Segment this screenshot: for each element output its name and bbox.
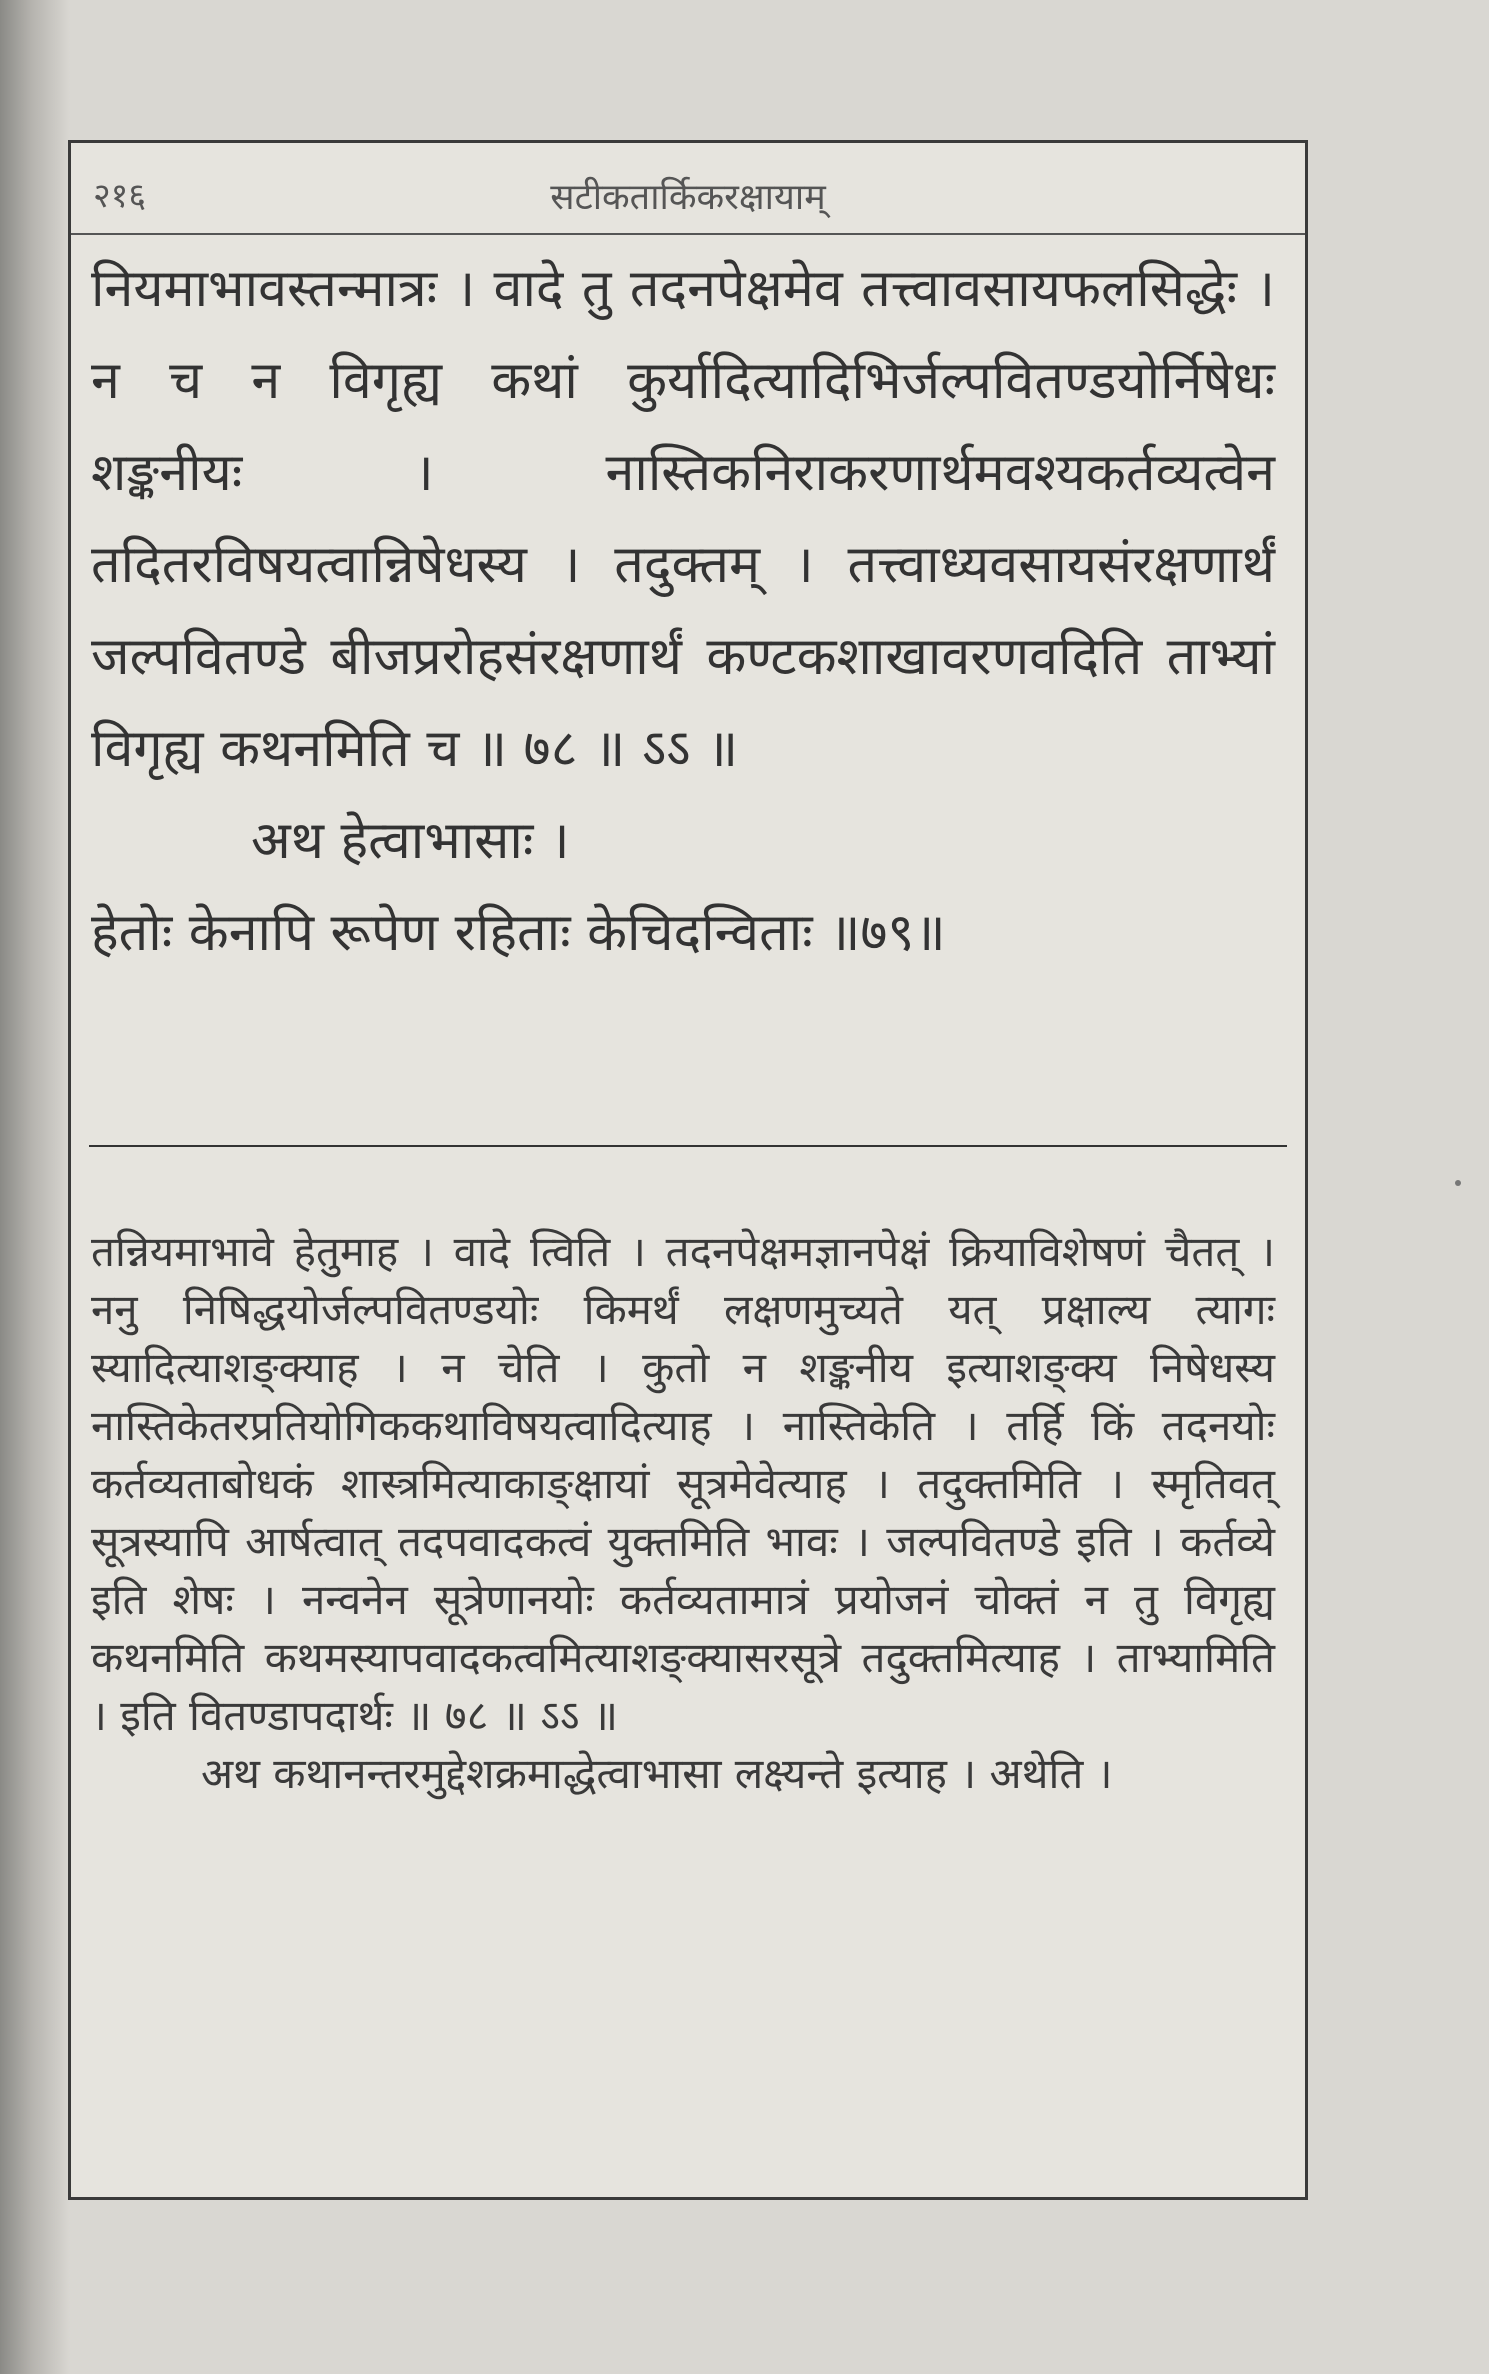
commentary xyxy=(91,1223,1275,1803)
page-number: २१६ xyxy=(93,176,147,216)
main-paragraph: नियमाभावस्तन्मात्रः । वादे तु तदनपेक्षमेव तत्त्वावसायफलसिद्धेः । न च न विगृह्य कथां कुर्यादित्यादिभिर्जल्पवितण्डयोर्निषेधः शङ्कनीयः । नास्तिकनिराकरणार्थमवश्यकर्तव्यत्वेन तदितरविषयत्वान्निषेधस्य । तदुक्तम् । तत्त्वाध्यवसायसंरक्षणार्थं जल्पवितण्डे बीजप्ररोहसंरक्षणार्थं कण्टकशाखावरणवदिति ताभ्यां विगृह्य कथनमिति च ॥ ७८ ॥ ऽऽ ॥ xyxy=(91,259,1275,779)
page-header xyxy=(71,143,1305,235)
binding-shadow xyxy=(0,0,70,2374)
main-text xyxy=(91,243,1275,979)
book-page xyxy=(68,140,1308,2200)
running-title: सटीकतार्किकरक्षायाम् xyxy=(550,177,826,218)
footnote-divider xyxy=(89,1145,1287,1147)
section-heading: अथ हेत्वाभासाः । xyxy=(251,811,570,871)
commentary-paragraph: तन्नियमाभावे हेतुमाह । वादे त्विति । तदनपेक्षमज्ञानपेक्षं क्रियाविशेषणं चैतत् । ननु निषिद्धयोर्जल्पवितण्डयोः किमर्थं लक्षणमुच्यते यत् प्रक्षाल्य त्यागः स्यादित्याशङ्क्याह । न चेति । कुतो न शङ्कनीय इत्याशङ्क्य निषेधस्य नास्तिकेतरप्रतियोगिककथाविषयत्वादित्याह । नास्तिकेति । तर्हि किं तदनयोः कर्तव्यताबोधकं शास्त्रमित्याकाङ्क्षायां सूत्रमेवेत्याह । तदुक्तमिति । स्मृतिवत् सूत्रस्यापि आर्षत्वात् तदपवादकत्वं युक्तमिति भावः । जल्पवितण्डे इति । कर्तव्ये इति शेषः । नन्वनेन सूत्रेणानयोः कर्तव्यतामात्रं प्रयोजनं चोक्तं न तु विगृह्य कथनमिति कथमस्यापवादकत्वमित्याशङ्क्यासरसूत्रे तदुक्तमित्याह । ताभ्यामिति । इति वितण्डापदार्थः ॥ ७८ ॥ ऽऽ ॥ xyxy=(91,1227,1275,1740)
verse: हेतोः केनापि रूपेण रहिताः केचिदन्विताः ॥७९॥ xyxy=(91,903,946,963)
paper-speck xyxy=(1455,1180,1461,1186)
commentary-paragraph-2: अथ कथानन्तरमुद्देशक्रमाद्धेत्वाभासा लक्ष्यन्ते इत्याह । अथेति । xyxy=(201,1749,1113,1798)
